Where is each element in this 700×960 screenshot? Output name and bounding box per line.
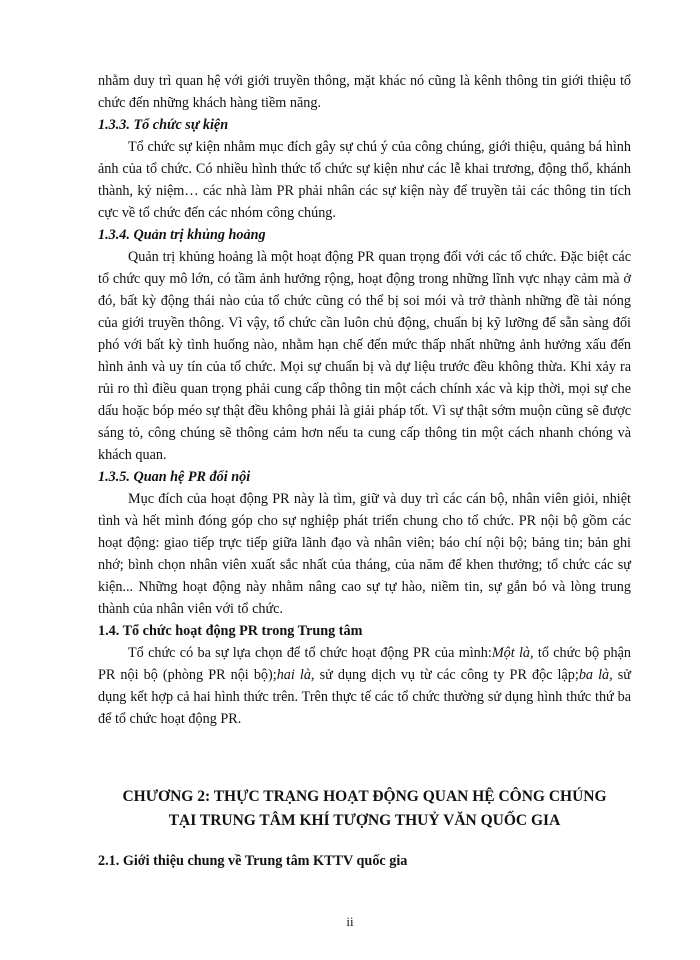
heading-1-4: 1.4. Tổ chức hoạt động PR trong Trung tâm [98, 623, 363, 639]
body-text [98, 70, 631, 730]
p14-text-c: tổ chức bộ phận PR nội bộ (phòng PR nội bộ); [98, 645, 632, 683]
heading-2-1: 2.1. Giới thiệu chung về Trung tâm KTTV quốc gia [98, 853, 408, 869]
chapter-title-line-2: TẠI TRUNG TÂM KHÍ TƯỢNG THUỶ VĂN QUỐC GIA [168, 812, 561, 829]
p14-emph-two: hai là, [276, 667, 315, 683]
heading-1-3-4: 1.3.4. Quản trị khủng hoảng [98, 227, 266, 243]
p14-text-e: sử dụng dịch vụ từ các công ty PR độc lập; [314, 667, 579, 683]
chapter-title-line-1: CHƯƠNG 2: THỰC TRẠNG HOẠT ĐỘNG QUAN HỆ CÔNG CHÚNG [122, 788, 607, 805]
paragraph-1-3-5: Mục đích của hoạt động PR này là tìm, giữ và duy trì các cán bộ, nhân viên giỏi, nhiệt tình và hết mình đóng góp cho sự nghiệp phát triển chung cho tổ chức. PR nội bộ gồm các hoạt động: giao tiếp trực tiếp giữa lãnh đạo và nhân viên; báo chí nội bộ; bảng tin; bản ghi nhớ; bình chọn nhân viên xuất sắc nhất của tháng, của năm để khen thưởng; tổ chức các sự kiện... Những hoạt động này nhằm nâng cao sự tự hào, niềm tin, sự gắn bó và lòng trung thành của nhân viên với tổ chức. [98, 491, 631, 617]
p14-text-a: Tổ chức có ba sự lựa chọn để tổ chức hoạt động PR của mình: [128, 645, 492, 661]
heading-1-3-5: 1.3.5. Quan hệ PR đối nội [98, 469, 251, 485]
page-number: ii [346, 914, 354, 929]
paragraph-1-3-4: Quản trị khủng hoảng là một hoạt động PR quan trọng đối với các tổ chức. Đặc biệt các tổ chức quy mô lớn, có tầm ảnh hưởng rộng, hoạt động trong những lĩnh vực nhạy cảm mà ở đó, bất kỳ động thái nào của tổ chức cũng có thể bị soi mói và trở thành những đề tài nóng của giới truyền thông. Vì vậy, tổ chức cần luôn chủ động, chuẩn bị kỹ lưỡng để sẵn sàng đối phó với bất kỳ tình huống nào, nhằm hạn chế đến mức thấp nhất những ảnh hưởng xấu đến hình ảnh và uy tín của tổ chức. Mọi sự chuẩn bị và dự liệu trước đều không thừa. Khi xảy ra rủi ro thì điều quan trọng phải cung cấp thông tin một cách chính xác và kịp thời, mọi sự che dấu hoặc bóp méo sự thật đều không phải là giải pháp tốt. Vì sự thật sớm muộn cũng sẽ được sáng tỏ, công chúng sẽ thông cảm hơn nếu ta cung cấp thông tin một cách nhanh chóng và khách quan. [98, 249, 631, 463]
paragraph-1-4 [98, 642, 631, 730]
paragraph-1-3-3: Tổ chức sự kiện nhằm mục đích gây sự chú ý của công chúng, giới thiệu, quảng bá hình ảnh của tổ chức. Có nhiều hình thức tổ chức sự kiện như các lễ khai trương, động thổ, khánh thành, kỷ niệm… các nhà làm PR phải nhân các sự kiện này để truyền tải các thông tin tích cực về tổ chức đến các nhóm công chúng. [98, 139, 631, 221]
chapter-title [98, 785, 631, 833]
heading-1-3-3: 1.3.3. Tổ chức sự kiện [98, 117, 229, 133]
p14-text-g: sử dụng kết hợp cả hai hình thức trên. Trên thực tế các tổ chức thường sử dụng hình thức thứ ba để tổ chức hoạt động PR. [98, 667, 631, 727]
p14-emph-three: ba là, [578, 667, 613, 683]
paragraph-intro: nhằm duy trì quan hệ với giới truyền thông, mặt khác nó cũng là kênh thông tin giới thiệu tổ chức đến những khách hàng tiềm năng. [98, 73, 631, 111]
p14-emph-one: Một là, [491, 645, 534, 661]
